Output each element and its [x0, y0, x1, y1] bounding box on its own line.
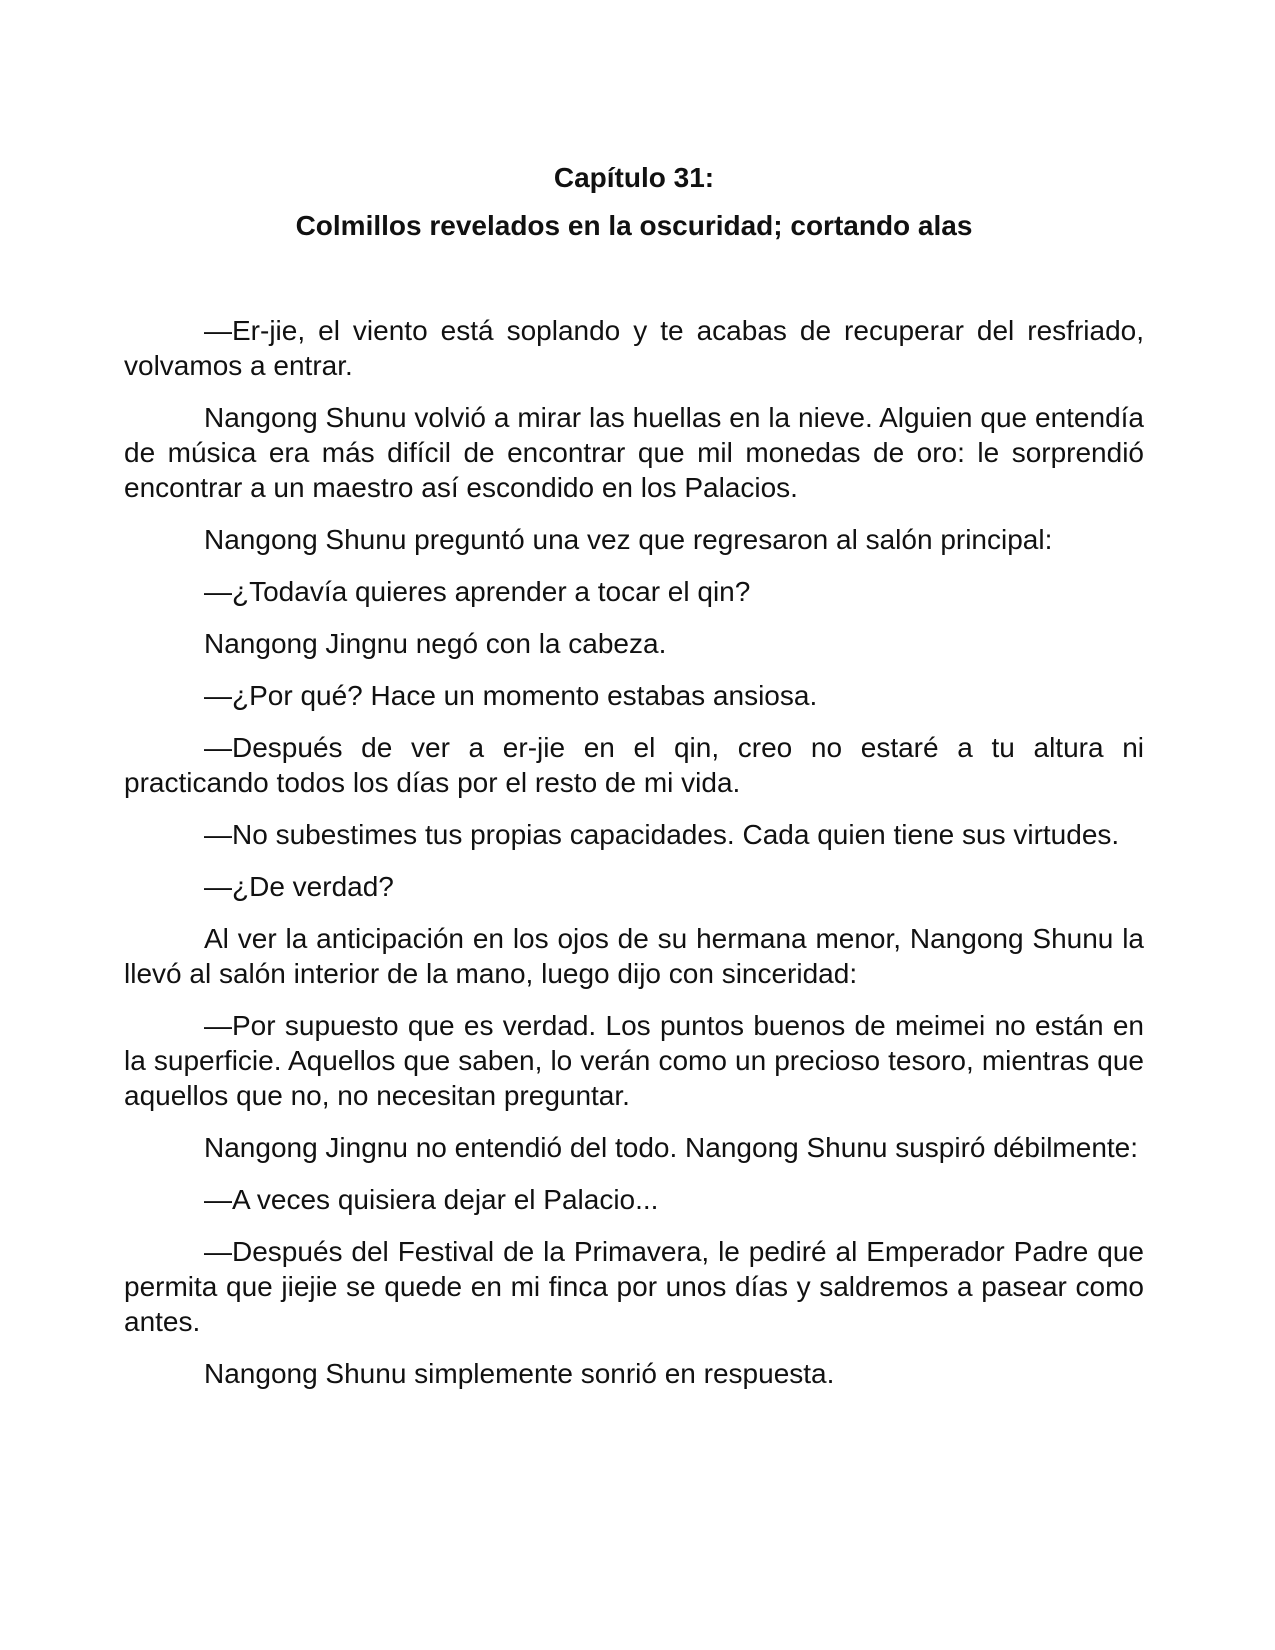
paragraph: Nangong Jingnu no entendió del todo. Nangong Shunu suspiró débilmente: [204, 1131, 1139, 1163]
chapter-number: Capítulo 31: [553, 162, 715, 193]
paragraph: —Er-jie, el viento está soplando y te acabas de recuperar del resfriado, volvamos a entrar. [124, 314, 1144, 381]
paragraph: —Después del Festival de la Primavera, le pediré al Emperador Padre que permita que jiejie se quede en mi finca por unos días y saldremos a pasear como antes. [124, 1235, 1144, 1337]
paragraph: Nangong Shunu volvió a mirar las huellas en la nieve. Alguien que entendía de música era más difícil de encontrar que mil monedas de oro: le sorprendió encontrar a un maestro así escondido en los Palacios. [124, 401, 1144, 503]
body-text [124, 313, 1144, 1391]
document-page [124, 160, 1144, 1408]
paragraph: —No subestimes tus propias capacidades. Cada quien tiene sus virtudes. [204, 818, 1120, 850]
paragraph: —¿Todavía quieres aprender a tocar el qin? [204, 575, 751, 607]
paragraph: —A veces quisiera dejar el Palacio... [204, 1183, 659, 1215]
chapter-title: Colmillos revelados en la oscuridad; cortando alas [295, 210, 973, 242]
paragraph: —¿De verdad? [204, 870, 394, 902]
paragraph: Al ver la anticipación en los ojos de su hermana menor, Nangong Shunu la llevó al salón interior de la mano, luego dijo con sinceridad: [124, 922, 1144, 989]
paragraph: —¿Por qué? Hace un momento estabas ansiosa. [204, 679, 818, 711]
paragraph: —Por supuesto que es verdad. Los puntos buenos de meimei no están en la superficie. Aquellos que saben, lo verán como un precioso tesoro, mientras que aquellos que no, no necesitan preguntar. [124, 1009, 1144, 1111]
paragraph: Nangong Jingnu negó con la cabeza. [204, 627, 667, 659]
paragraph: Nangong Shunu simplemente sonrió en respuesta. [204, 1357, 835, 1389]
chapter-heading [124, 160, 1144, 245]
paragraph: —Después de ver a er-jie en el qin, creo no estaré a tu altura ni practicando todos los días por el resto de mi vida. [124, 731, 1144, 798]
paragraph: Nangong Shunu preguntó una vez que regresaron al salón principal: [204, 523, 1053, 555]
